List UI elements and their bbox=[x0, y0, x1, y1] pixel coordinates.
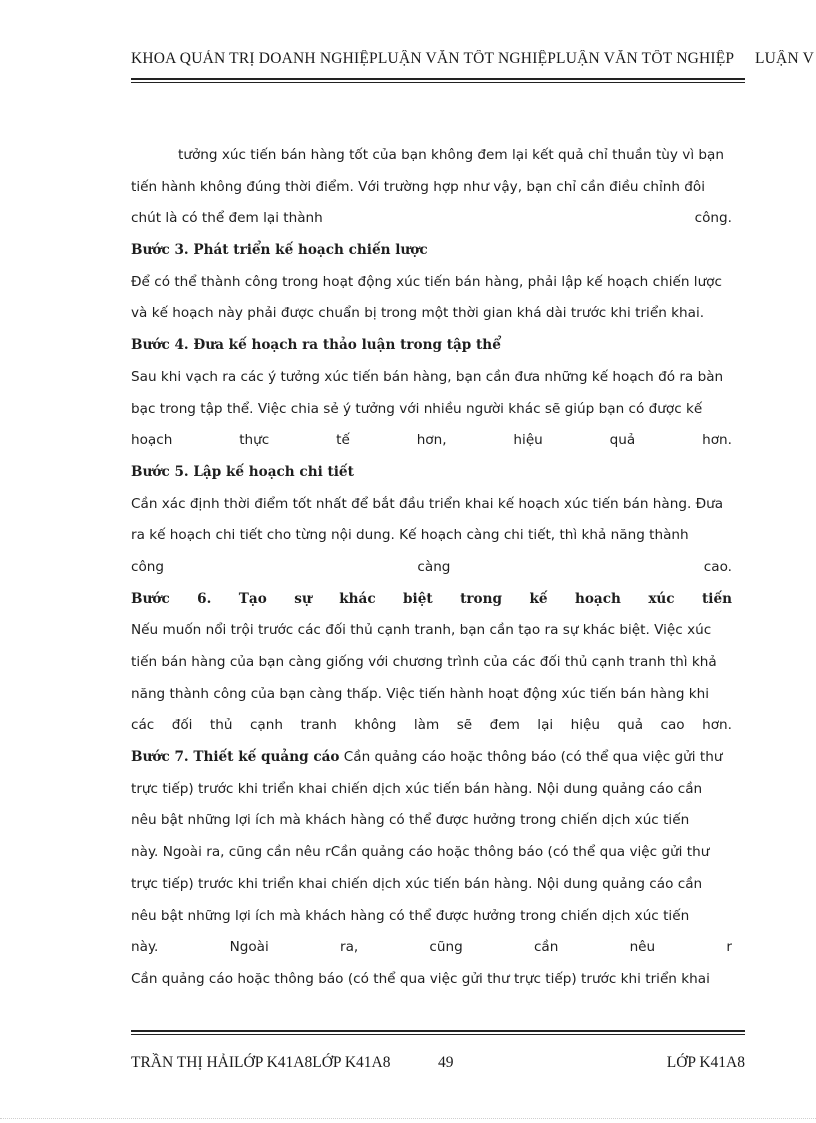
word: kế bbox=[529, 590, 548, 607]
text-segment: công. bbox=[694, 210, 732, 227]
word: xúc bbox=[648, 590, 675, 607]
footer-rule-thick bbox=[131, 1030, 745, 1032]
word: r bbox=[726, 939, 732, 956]
word: sẽ bbox=[456, 717, 473, 734]
header-rule-thick bbox=[131, 78, 745, 80]
word: cần bbox=[533, 939, 559, 956]
word: cũng bbox=[429, 939, 463, 956]
text-line-with-heading bbox=[131, 742, 732, 774]
word: ra, bbox=[339, 939, 359, 956]
word: đem bbox=[489, 717, 520, 734]
word: thực bbox=[239, 432, 270, 449]
text-line: bạc trong tập thể. Việc chia sẻ ý tưởng với nhiều người khác sẽ giúp bạn có được kế bbox=[131, 400, 703, 417]
header-title: KHOA QUẢN TRỊ DOANH NGHIỆPLUẬN VĂN TỐT NGHIỆPLUẬN VĂN TỐT NGHIỆP bbox=[131, 50, 735, 67]
word: hiệu bbox=[513, 432, 543, 449]
word: hơn. bbox=[702, 432, 732, 449]
word: các bbox=[131, 717, 155, 734]
text-line: tiến hành không đúng thời điểm. Với trường hợp như vậy, bạn chỉ cần điều chỉnh đôi bbox=[131, 178, 706, 195]
text-segment: chút là có thể đem lại thành bbox=[131, 210, 323, 227]
word: Tạo bbox=[238, 590, 267, 607]
word: cao bbox=[660, 717, 685, 734]
text-line: trực tiếp) trước khi triển khai chiến dịch xúc tiến bán hàng. Nội dung quảng cáo cần bbox=[131, 875, 703, 892]
word: hiệu bbox=[570, 717, 601, 734]
section-heading-step6 bbox=[131, 584, 732, 616]
word: lại bbox=[537, 717, 554, 734]
text-line-justified bbox=[131, 552, 732, 584]
section-heading-step7: Bước 7. Thiết kế quảng cáo bbox=[131, 749, 340, 766]
word: hơn. bbox=[702, 717, 732, 734]
word: tranh bbox=[300, 717, 337, 734]
section-heading-step5: Bước 5. Lập kế hoạch chi tiết bbox=[131, 463, 354, 480]
word: đối bbox=[171, 717, 193, 734]
text-line: Cần xác định thời điểm tốt nhất để bắt đầu triển khai kế hoạch xúc tiến bán hàng. Đưa bbox=[131, 495, 724, 512]
word: tế bbox=[336, 432, 350, 449]
word: cạnh bbox=[249, 717, 283, 734]
page-edge-dotted-line bbox=[0, 1118, 816, 1119]
text-line: nêu bật những lợi ích mà khách hàng có thể được hưởng trong chiến dịch xúc tiến bbox=[131, 907, 690, 924]
word: trong bbox=[460, 590, 502, 607]
word: biệt bbox=[403, 590, 433, 607]
word: cao. bbox=[703, 558, 732, 575]
text-segment: Cần quảng cáo hoặc thông báo (có thể qua việc gửi thư bbox=[339, 749, 723, 766]
word: hoạch bbox=[574, 590, 621, 607]
section-heading-step4: Bước 4. Đưa kế hoạch ra thảo luận trong tập thể bbox=[131, 337, 501, 354]
text-line: và kế hoạch này phải được chuẩn bị trong một thời gian khá dài trước khi triển khai. bbox=[131, 305, 705, 322]
text-line bbox=[131, 203, 732, 235]
page-number: 49 bbox=[438, 1054, 454, 1071]
text-line: Sau khi vạch ra các ý tưởng xúc tiến bán hàng, bạn cần đưa những kế hoạch đó ra bàn bbox=[131, 368, 724, 385]
text-line: này. Ngoài ra, cũng cần nêu rCần quảng cáo hoặc thông báo (có thể qua việc gửi thư bbox=[131, 844, 710, 861]
footer-class: LỚP K41A8 bbox=[666, 1054, 745, 1071]
word: tiến bbox=[702, 590, 732, 607]
section-heading-step3: Bước 3. Phát triển kế hoạch chiến lược bbox=[131, 242, 428, 259]
text-line: Cần quảng cáo hoặc thông báo (có thể qua việc gửi thư trực tiếp) trước khi triển khai bbox=[131, 970, 710, 987]
footer-author: TRẦN THỊ HẢILỚP K41A8LỚP K41A8 bbox=[131, 1054, 391, 1071]
word: quả bbox=[617, 717, 644, 734]
text-line: nêu bật những lợi ích mà khách hàng có thể được hưởng trong chiến dịch xúc tiến bbox=[131, 812, 690, 829]
word: thủ bbox=[209, 717, 233, 734]
word: công bbox=[131, 558, 165, 575]
word: khác bbox=[339, 590, 376, 607]
text-line: tưởng xúc tiến bán hàng tốt của bạn không đem lại kết quả chỉ thuần tùy vì bạn bbox=[178, 147, 724, 163]
header-right-text: LUẬN V bbox=[755, 50, 815, 67]
text-line: Nếu muốn nổi trội trước các đối thủ cạnh tranh, bạn cần tạo ra sự khác biệt. Việc xúc bbox=[131, 622, 712, 639]
footer-rule-thin bbox=[131, 1034, 745, 1035]
word: hoạch bbox=[131, 432, 173, 449]
text-line-justified bbox=[131, 710, 732, 742]
word: 6. bbox=[197, 590, 212, 607]
word: hơn, bbox=[416, 432, 447, 449]
word: Ngoài bbox=[229, 939, 269, 956]
page-footer bbox=[131, 1054, 745, 1076]
text-line-justified bbox=[131, 425, 732, 457]
word: không bbox=[354, 717, 397, 734]
word: sự bbox=[294, 590, 312, 607]
word: làm bbox=[413, 717, 440, 734]
word: nêu bbox=[629, 939, 656, 956]
header-rule-thin bbox=[131, 82, 745, 83]
word: quả bbox=[609, 432, 636, 449]
word: càng bbox=[417, 558, 451, 575]
text-line: trực tiếp) trước khi triển khai chiến dịch xúc tiến bán hàng. Nội dung quảng cáo cần bbox=[131, 780, 703, 797]
text-line: Để có thể thành công trong hoạt động xúc tiến bán hàng, phải lập kế hoạch chiến lược bbox=[131, 273, 722, 290]
document-body bbox=[131, 140, 732, 996]
text-line-justified bbox=[131, 932, 732, 964]
text-line: năng thành công của bạn càng thấp. Việc tiến hành hoạt động xúc tiến bán hàng khi bbox=[131, 685, 710, 702]
word: này. bbox=[131, 939, 159, 956]
text-line: ra kế hoạch chi tiết cho từng nội dung. Kế hoạch càng chi tiết, thì khả năng thành bbox=[131, 527, 689, 544]
page-header bbox=[131, 50, 816, 72]
text-line: tiến bán hàng của bạn càng giống với chương trình của các đối thủ cạnh tranh thì khả bbox=[131, 654, 717, 670]
word: Bước bbox=[131, 590, 170, 607]
